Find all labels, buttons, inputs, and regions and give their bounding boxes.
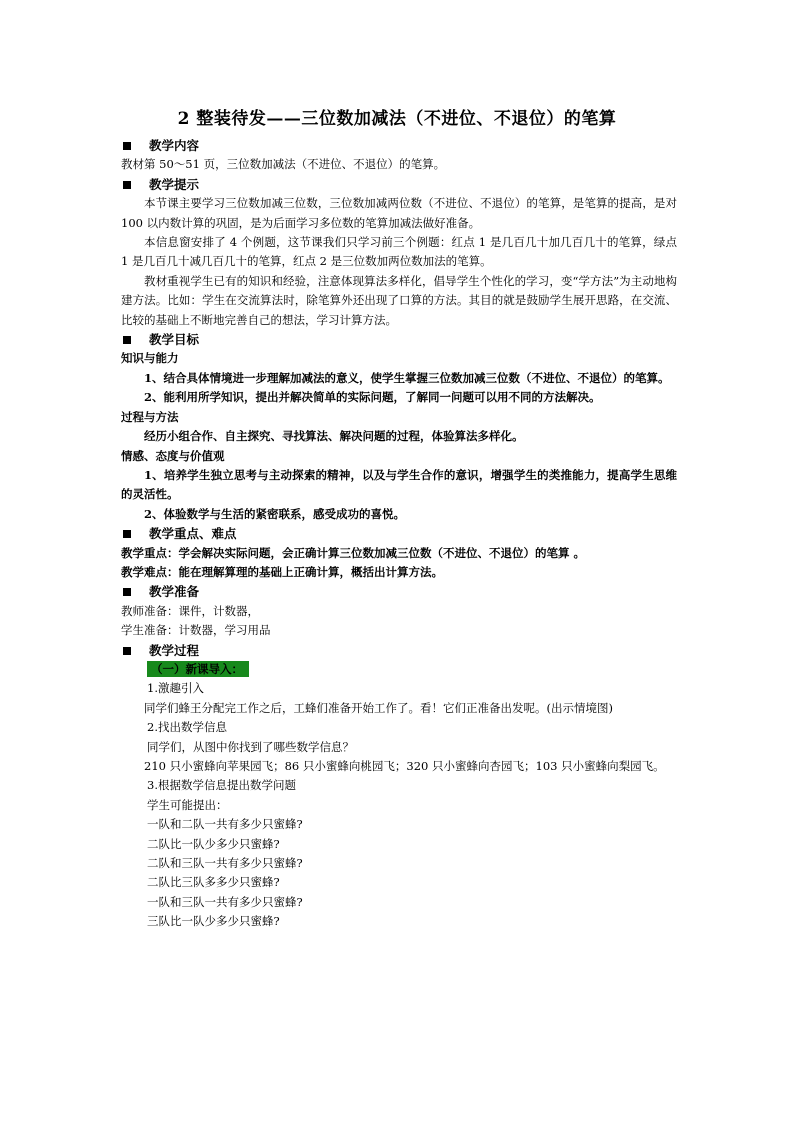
section-heading-process: 教学过程 bbox=[121, 641, 677, 660]
section-heading-keypoints: 教学重点、难点 bbox=[121, 524, 677, 543]
square-bullet-icon bbox=[123, 181, 131, 189]
question-item: 二队比一队少多少只蜜蜂? bbox=[147, 836, 280, 851]
section-heading-tips: 教学提示 bbox=[121, 175, 677, 194]
square-bullet-icon bbox=[123, 336, 131, 344]
step-1-title: 1.激趣引入 bbox=[147, 681, 204, 696]
square-bullet-icon bbox=[123, 142, 131, 150]
square-bullet-icon bbox=[123, 647, 131, 655]
tips-paragraph-1: 本节课主要学习三位数加减三位数，三位数加减两位数（不进位、不退位）的笔算，是笔算的提高，是对 100 以内数计算的巩固，是为后面学习多位数的笔算加减法做好准备。 bbox=[121, 196, 677, 230]
goals-subheading-knowledge: 知识与能力 bbox=[121, 351, 179, 366]
goals-subheading-process: 过程与方法 bbox=[121, 409, 179, 424]
document-body bbox=[121, 136, 677, 932]
tips-paragraph-2: 本信息窗安排了 4 个例题，这节课我们只学习前三个例题：红点 1 是几百几十加几百几十的笔算，绿点 1 是几百几十减几百几十的笔算，红点 2 是三位数加两位数加法的笔算。 bbox=[121, 235, 677, 269]
goal-process-1: 经历小组合作、自主探究、寻找算法、解决问题的过程，体验算法多样化。 bbox=[144, 429, 524, 444]
prep-teacher: 教师准备：课件，计数器， bbox=[121, 603, 259, 618]
step-2-title: 2.找出数学信息 bbox=[147, 720, 227, 735]
question-item: 三队比一队少多少只蜜蜂? bbox=[147, 914, 280, 929]
step-intro-highlight: （一）新课导入： bbox=[147, 661, 249, 677]
section-heading-goals: 教学目标 bbox=[121, 330, 677, 349]
section-heading-content: 教学内容 bbox=[121, 136, 677, 155]
content-text: 教材第 50～51 页，三位数加减法（不进位、不退位）的笔算。 bbox=[121, 157, 446, 172]
question-item: 一队和三队一共有多少只蜜蜂? bbox=[147, 894, 303, 909]
step-3-title: 3.根据数学信息提出数学问题 bbox=[147, 778, 296, 793]
question-item: 一队和二队一共有多少只蜜蜂? bbox=[147, 817, 303, 832]
document-title: 2 整装待发——三位数加减法（不进位、不退位）的笔算 bbox=[177, 109, 617, 129]
keypoint-difficulty: 教学难点：能在理解算理的基础上正确计算，概括出计算方法。 bbox=[121, 564, 443, 579]
goal-knowledge-2: 2、能利用所学知识，提出并解决简单的实际问题，了解同一问题可以用不同的方法解决。 bbox=[144, 390, 601, 405]
step-2-question: 同学们，从图中你找到了哪些数学信息？ bbox=[147, 739, 354, 754]
prep-student: 学生准备：计数器，学习用品 bbox=[121, 623, 271, 638]
square-bullet-icon bbox=[123, 530, 131, 538]
goals-subheading-emotion: 情感、态度与价值观 bbox=[121, 448, 225, 463]
step-2-text: 210 只小蜜蜂向苹果园飞；86 只小蜜蜂向桃园飞；320 只小蜜蜂向杏园飞；103 只小蜜蜂向梨园飞。 bbox=[144, 759, 665, 773]
step-1-text: 同学们蜂王分配完工作之后，工蜂们准备开始工作了。看！它们正准备出发呢。(出示情境图) bbox=[144, 700, 613, 715]
tips-paragraph-3: 教材重视学生已有的知识和经验，注意体现算法多样化，倡导学生个性化的学习，变“学方法”为主动地构建方法。比如：学生在交流算法时，除笔算外还出现了口算的方法。其目的就是鼓励学生展开思路，在交流、比较的基础上不断地完善自己的想法，学习计算方法。 bbox=[121, 273, 677, 327]
square-bullet-icon bbox=[123, 588, 131, 596]
goal-emotion-2: 2、体验数学与生活的紧密联系，感受成功的喜悦。 bbox=[144, 506, 405, 521]
step-3-intro: 学生可能提出： bbox=[147, 797, 228, 812]
goal-knowledge-1: 1、结合具体情境进一步理解加减法的意义，使学生掌握三位数加减三位数（不进位、不退位）的笔算。 bbox=[144, 370, 670, 385]
section-heading-preparation: 教学准备 bbox=[121, 582, 677, 601]
question-item: 二队和三队一共有多少只蜜蜂? bbox=[147, 856, 303, 871]
keypoint-focus: 教学重点：学会解决实际问题，会正确计算三位数加减三位数（不进位、不退位）的笔算 。 bbox=[121, 545, 585, 560]
question-item: 二队比三队多多少只蜜蜂? bbox=[147, 875, 280, 890]
goal-emotion-1: 1、培养学生独立思考与主动探索的精神，以及与学生合作的意识，增强学生的类推能力，提高学生思维的灵活性。 bbox=[121, 467, 677, 502]
